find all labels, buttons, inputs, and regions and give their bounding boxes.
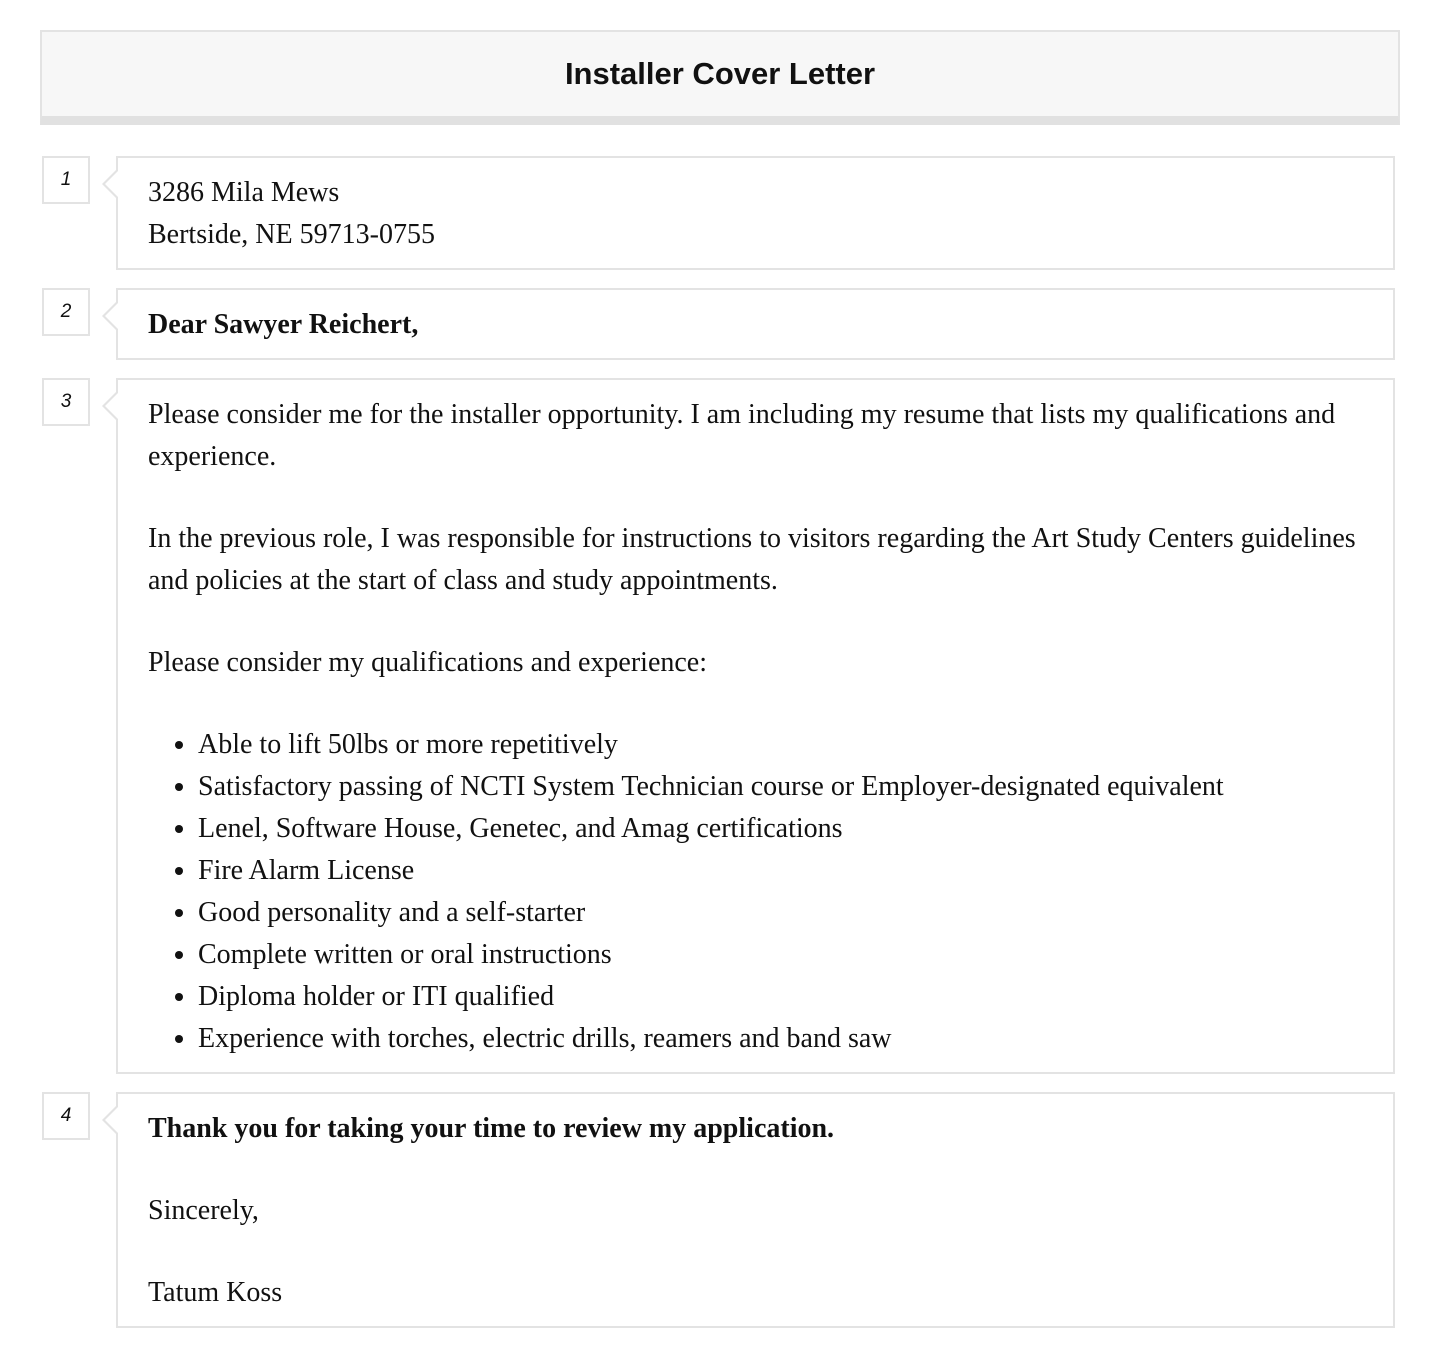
list-item: • Fire Alarm License — [198, 850, 1363, 892]
qualifications-lead: Please consider my qualifications and experience: — [148, 647, 708, 678]
qualifications-list — [148, 724, 1363, 1060]
address-line-1: 3286 Mila Mews — [148, 177, 340, 208]
list-item: • Able to lift 50lbs or more repetitively — [198, 724, 1363, 766]
list-item: • Satisfactory passing of NCTI System Technician course or Employer-designated equivalent — [198, 766, 1363, 808]
list-item: • Experience with torches, electric drills, reamers and band saw — [198, 1018, 1363, 1060]
thank-you-text: Thank you for taking your time to review my application. — [148, 1113, 835, 1144]
intro-paragraph: Please consider me for the installer opportunity. I am including my resume that lists my qualifications and experience. — [148, 399, 1336, 472]
list-item: • Complete written or oral instructions — [198, 934, 1363, 976]
section-number: 2 — [42, 288, 90, 336]
previous-role-paragraph: In the previous role, I was responsible for instructions to visitors regarding the Art Study Centers guidelines and policies at the start of class and study appointments. — [148, 523, 1356, 596]
page-header — [40, 30, 1400, 125]
section-number: 1 — [42, 156, 90, 204]
section-number: 4 — [42, 1092, 90, 1140]
body-card — [116, 378, 1395, 1074]
section-number: 3 — [42, 378, 90, 426]
list-item: • Diploma holder or ITI qualified — [198, 976, 1363, 1018]
greeting-text: Dear Sawyer Reichert, — [148, 309, 419, 340]
address-card — [116, 156, 1395, 270]
signature-name: Tatum Koss — [148, 1277, 283, 1308]
address-line-2: Bertside, NE 59713-0755 — [148, 219, 435, 250]
closing-card — [116, 1092, 1395, 1328]
closing-text: Sincerely, — [148, 1195, 259, 1226]
list-item: • Good personality and a self-starter — [198, 892, 1363, 934]
page-title: Installer Cover Letter — [564, 56, 876, 91]
list-item: • Lenel, Software House, Genetec, and Amag certifications — [198, 808, 1363, 850]
greeting-card — [116, 288, 1395, 360]
